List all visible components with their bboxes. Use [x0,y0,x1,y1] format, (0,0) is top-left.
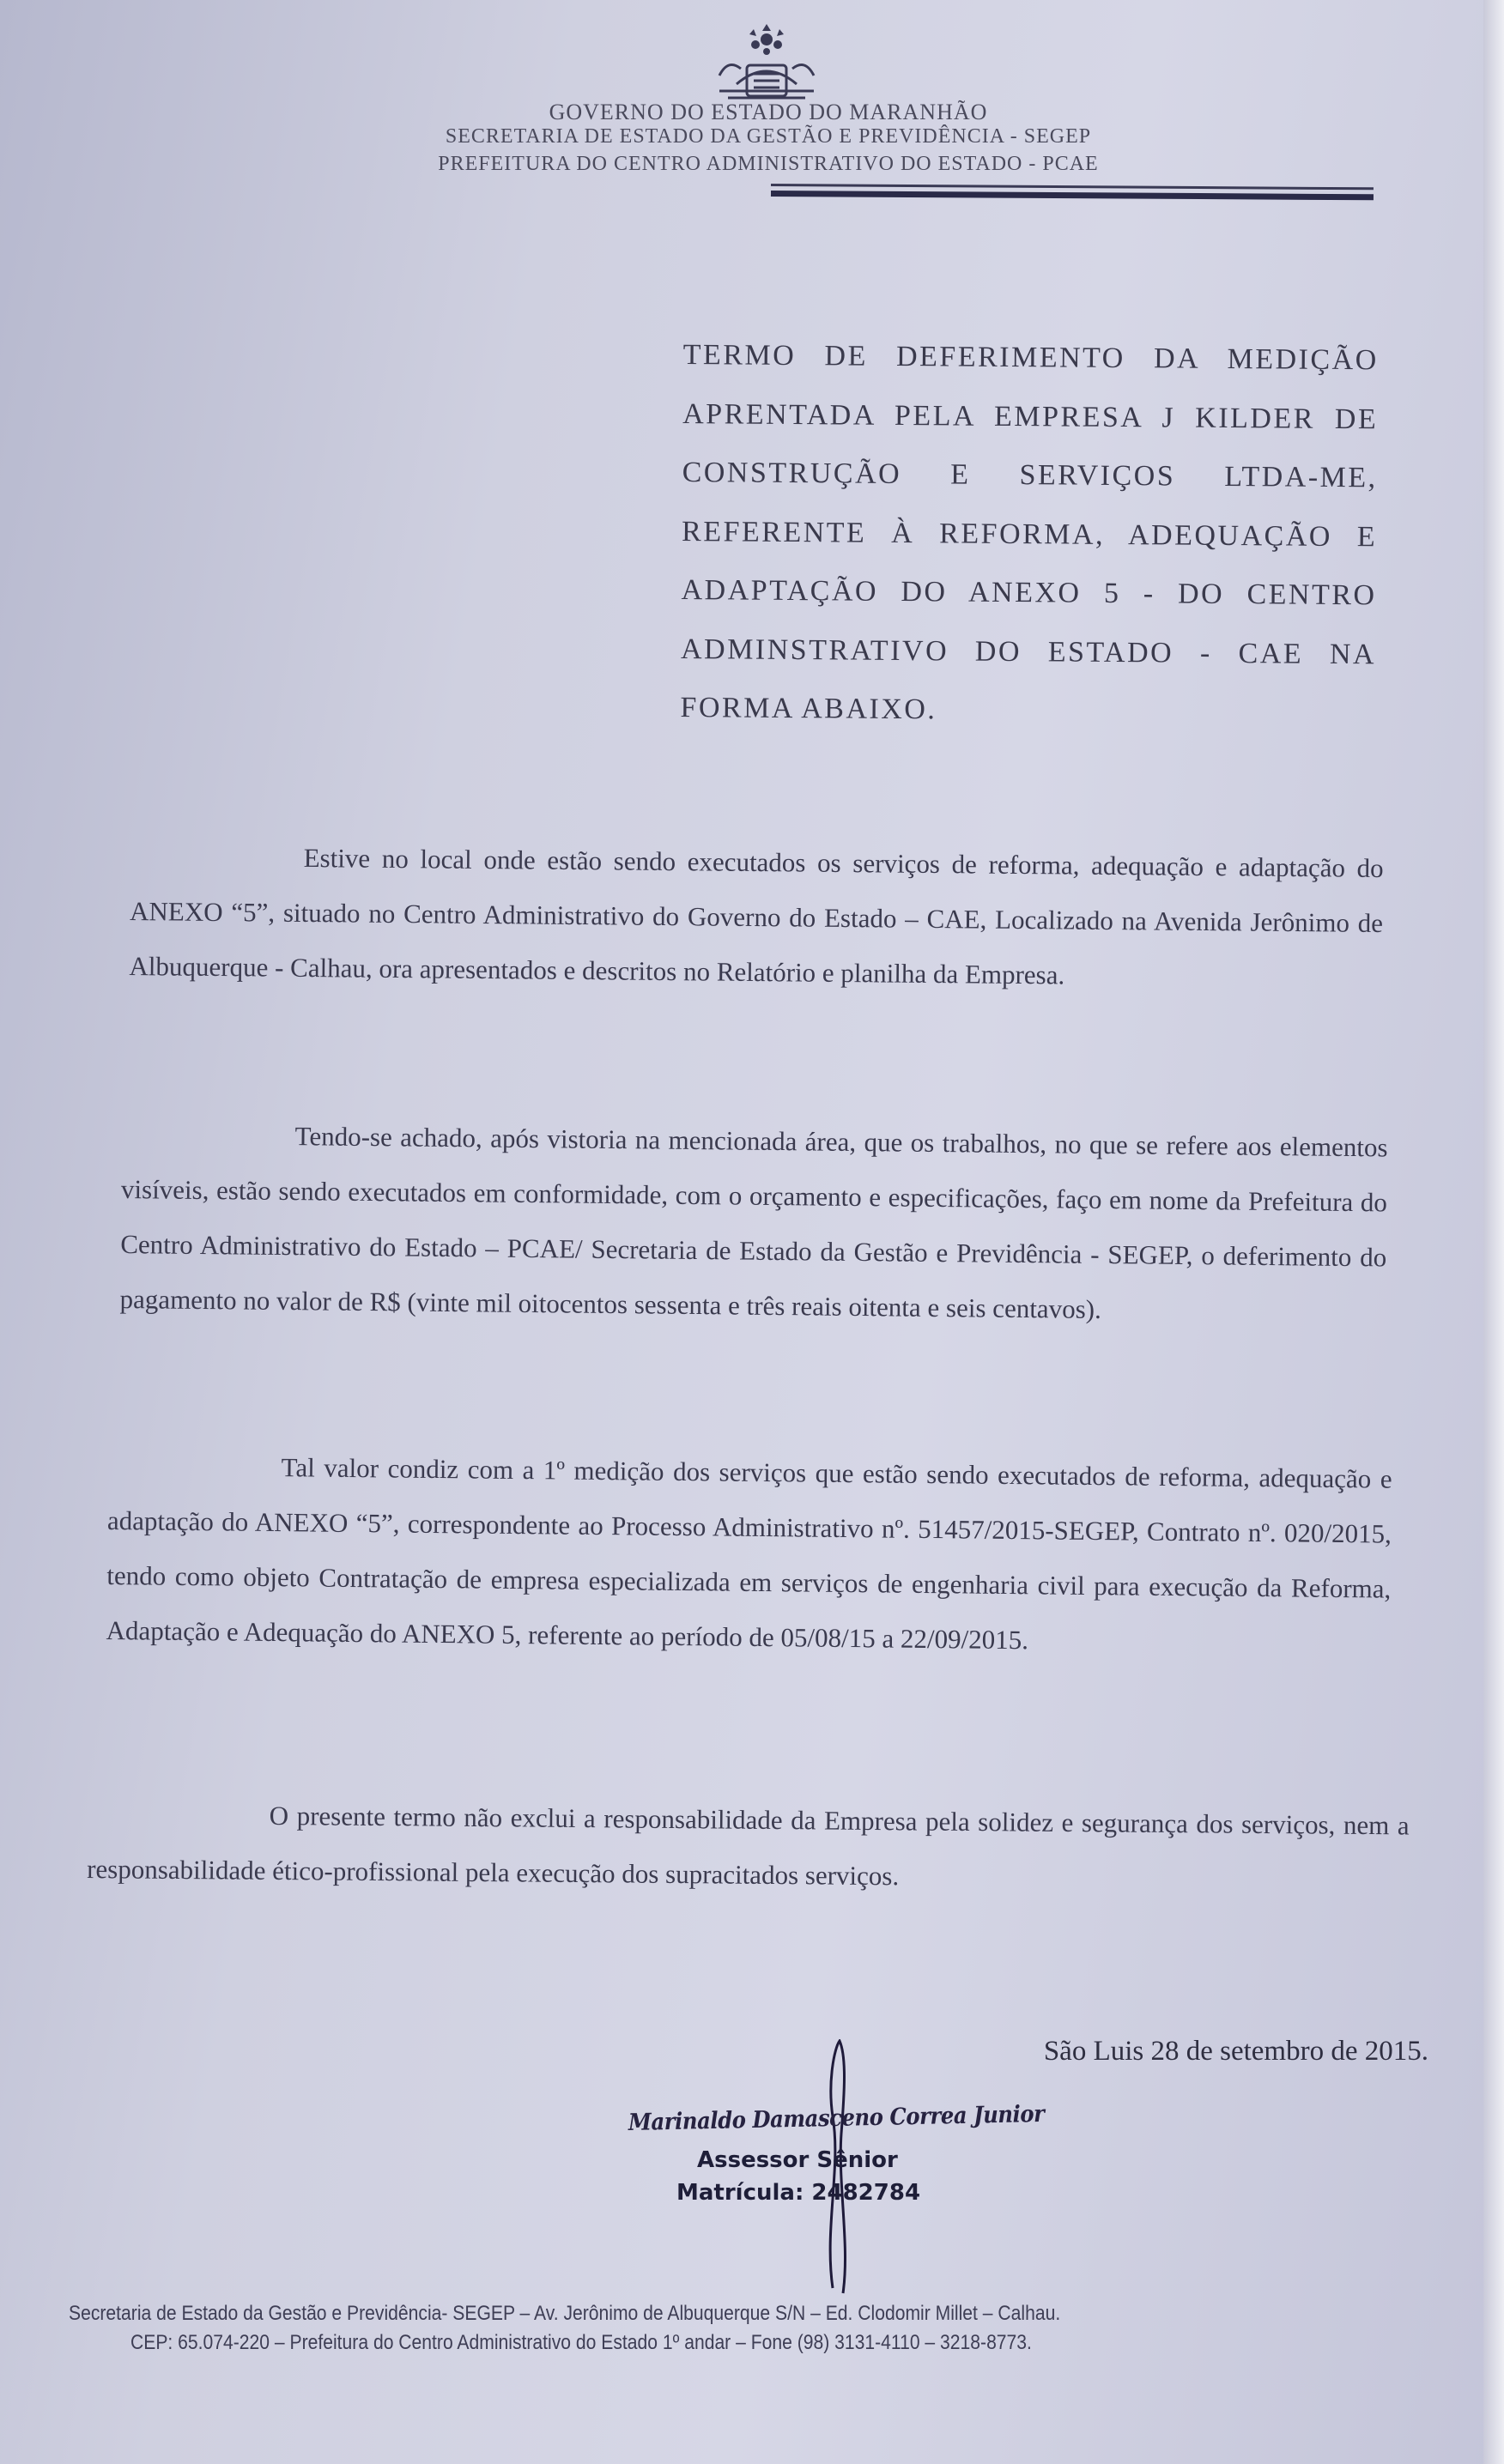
document-title: TERMO DE DEFERIMENTO DA MEDIÇÃO APRENTADA PELA EMPRESA J KILDER DE CONSTRUÇÃO E SERVIÇOS LTDA-ME, REFERENTE À REFORMA, ADEQUAÇÃO E ADAPTAÇÃO DO ANEXO 5 - DO CENTRO ADMINSTRATIVO DO ESTADO - CAE NA FORMA ABAIXO. [680,338,1379,726]
footer-contact: CEP: 65.074-220 – Prefeitura do Centro Administrativo do Estado 1º andar – Fone (98) 3131-4110 – 3218-8773. [130,2331,1032,2354]
document-date: São Luis 28 de setembro de 2015. [1043,2036,1428,2067]
paragraph-deferment: Tendo-se achado, após vistoria na mencionada área, que os trabalhos, no que se refere aos elementos visíveis, estão sendo executados em conformidade, com o orçamento e especificações, faço em nome da Prefeitura do Centro Administrativo do Estado – PCAE/ Secretaria de Estado da Gestão e Previdência - SEGEP, o deferimento do pagamento no valor de R$ (vinte mil oitocentos sessenta e três reais oitenta e seis centavos). [119,1121,1388,1324]
header-rule-thick [771,191,1374,200]
signature-name: Marinaldo Damasceno Correa Junior [628,2100,1045,2136]
paper-edge [1483,0,1504,2464]
header-prefecture: PREFEITURA DO CENTRO ADMINISTRATIVO DO ESTADO - PCAE [438,153,1099,175]
header-secretariat: SECRETARIA DE ESTADO DA GESTÃO E PREVIDÊNCIA - SEGEP [445,125,1092,148]
paragraph-responsibility: O presente termo não exclui a responsabilidade da Empresa pela solidez e segurança dos serviços, nem a responsabilidade ético-profissional pela execução dos supracitados serviços. [87,1800,1410,1892]
footer-address: Secretaria de Estado da Gestão e Previdência- SEGEP – Av. Jerônimo de Albuquerque S/N – Ed. Clodomir Millet – Calhau. [69,2302,1061,2325]
signature-role: Assessor Sênior [697,2147,898,2173]
signature-registration: Matrícula: 2482784 [676,2180,921,2206]
paragraph-inspection: Estive no local onde estão sendo executados os serviços de reforma, adequação e adaptação do ANEXO “5”, situado no Centro Administrativo do Governo do Estado – CAE, Localizado na Avenida Jerônimo de Albuquerque - Calhau, ora apresentados e descritos no Relatório e planilha da Empresa. [129,842,1384,990]
paragraph-value: Tal valor condiz com a 1º medição dos serviços que estão sendo executados de reforma, adequação e adaptação do ANEXO “5”, correspondente ao Processo Administrativo nº. 51457/2015-SEGEP, Contrato nº. 020/2015, tendo como objeto Contratação de empresa especializada em serviços de engenharia civil para execução da Reforma, Adaptação e Adequação do ANEXO 5, referente ao período de 05/08/15 a 22/09/2015. [106,1452,1392,1656]
header-rule-thin [771,184,1374,190]
coat-of-arms-icon [702,24,831,106]
header-government: GOVERNO DO ESTADO DO MARANHÃO [549,100,988,124]
